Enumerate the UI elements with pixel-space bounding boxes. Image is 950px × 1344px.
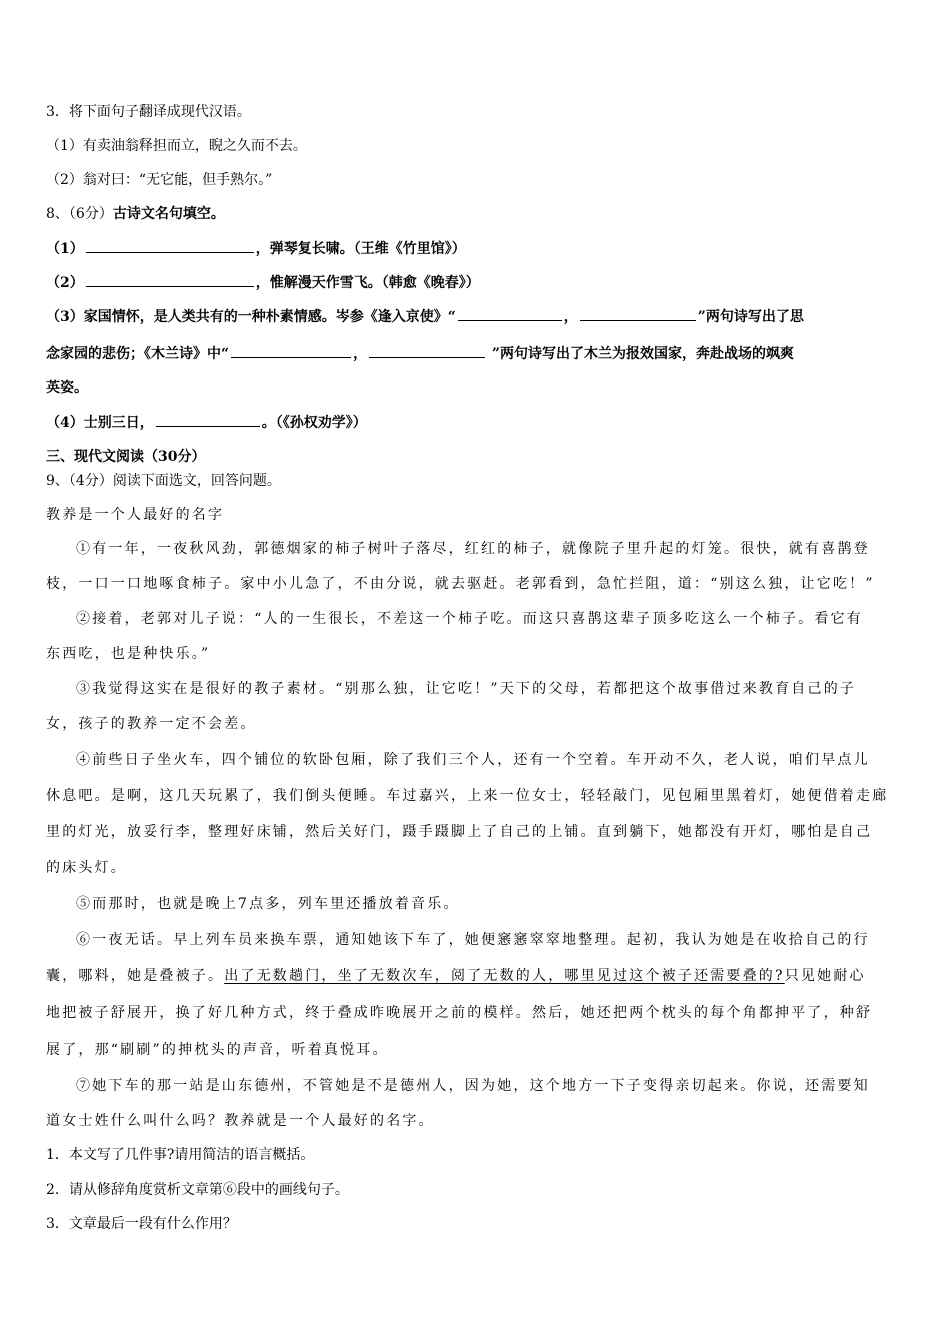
answer-blank[interactable]: [231, 343, 351, 358]
para-3-line-2: 女，孩子的教养一定不会差。: [46, 716, 257, 732]
q8-l3-text-d: 念家园的悲伤；《木兰诗》中“: [46, 346, 230, 362]
q8-l2-num: （2）: [46, 275, 84, 291]
para-4-line-3: 里的灯光，放妥行李，整理好床铺，然后关好门，蹑手蹑脚上了自己的上铺。直到躺下，她都没有开灯，哪怕是自己: [46, 824, 873, 840]
q8-line-2: [46, 272, 480, 293]
q8-line-3b: [46, 343, 794, 364]
sub-question-3: 3．文章最后一段有什么作用？: [46, 1216, 237, 1232]
para-4-line-2: 休息吧。是啊，这几天玩累了，我们倒头便睡。车过嘉兴，上来一位女士，轻轻敲门，见包厢里黑着灯，她便借着走廊: [46, 788, 889, 804]
q8-l4-text-b: 。（《孙权劝学》）: [261, 415, 367, 431]
answer-blank[interactable]: [458, 306, 562, 321]
article-title: 教养是一个人最好的名字: [46, 507, 225, 523]
q8-number: 8、（6分）: [46, 206, 113, 222]
para-2-line-2: 东西吃，也是种快乐。”: [46, 646, 211, 662]
answer-blank[interactable]: [580, 306, 696, 321]
q8-line-1: [46, 238, 466, 259]
q8-l3-comma-a: ，: [563, 309, 578, 325]
para-1-line-1: ①有一年，一夜秋风劲，郭德烟家的柿子树叶子落尽，红红的柿子，就像院子里升起的灯笼。很快，就有喜鹊登: [76, 541, 870, 557]
q8-l2-text: ，惟解漫天作雪飞。（韩愈《晚春》）: [255, 275, 480, 291]
q8-title-text: 古诗文名句填空。: [112, 206, 225, 222]
para-6-line-2: [46, 966, 866, 986]
q3-sentence-1: （1）有卖油翁释担而立，睨之久而不去。: [46, 138, 307, 154]
answer-blank[interactable]: [156, 412, 260, 427]
q8-l1-text: ，弹琴复长啸。（王维《竹里馆》）: [255, 241, 466, 257]
para-6-line-1: ⑥一夜无话。早上列车员来换车票，通知她该下车了，她便窸窸窣窣地整理。起初，我认为她是在收拾自己的行: [76, 932, 870, 948]
q8-title: [46, 204, 225, 224]
para-7-line-2: 道女士姓什么叫什么吗？教养就是一个人最好的名字。: [46, 1113, 435, 1129]
q8-line-4: [46, 412, 367, 433]
q8-line-3a: [46, 306, 804, 327]
q9-title: 9、（4分）阅读下面选文，回答问题。: [46, 473, 281, 489]
q8-l3-text-f: ”两句诗写出了木兰为报效国家，奔赴战场的飒爽: [487, 346, 794, 362]
q3-sentence-2: （2）翁对曰：“无它能，但手熟尔。”: [46, 172, 273, 188]
q8-line-3c: 英姿。: [46, 380, 88, 396]
q3-title: 3．将下面句子翻译成现代汉语。: [46, 104, 251, 120]
q8-l3-text-a: （3）家国情怀，是人类共有的一种朴素情感。岑参《逢入京使》“: [46, 309, 456, 325]
para-6-text-b: 只见她耐心: [784, 968, 866, 984]
q8-l3-text-c: ”两句诗写出了思: [697, 309, 804, 325]
q8-l4-text-a: （4）士别三日，: [46, 415, 154, 431]
para-6-line-3: 地把被子舒展开，换了好几种方式，终于叠成昨晚展开之前的模样。然后，她还把两个枕头的每个角都抻平了，种舒: [46, 1005, 873, 1021]
para-1-line-2: 枝，一口一口地啄食柿子。家中小儿急了，不由分说，就去驱赶。老郭看到，急忙拦阻，道：“别这么独，让它吃！”: [46, 576, 875, 592]
answer-blank[interactable]: [369, 343, 485, 358]
sub-question-1: 1．本文写了几件事?请用简洁的语言概括。: [46, 1147, 315, 1163]
para-2-line-1: ②接着，老郭对儿子说：“人的一生很长，不差这一个柿子吃。而这只喜鹊这辈子顶多吃这么一个柿子。看它有: [76, 611, 863, 627]
para-6-line-4: 展了，那“刷刷”的抻枕头的声音，听着真悦耳。: [46, 1042, 389, 1058]
section-heading: 三、现代文阅读（30分）: [46, 449, 206, 465]
para-4-line-4: 的床头灯。: [46, 860, 127, 876]
q8-l3-comma-b: ，: [353, 346, 368, 362]
underlined-sentence: 出了无数趟门，坐了无数次车，阅了无数的人，哪里见过这个被子还需要叠的?: [224, 968, 785, 984]
answer-blank[interactable]: [86, 272, 254, 287]
sub-question-2: 2．请从修辞角度赏析文章第⑥段中的画线句子。: [46, 1182, 349, 1198]
para-6-text-a: 囊，哪料，她是叠被子。: [46, 968, 225, 984]
para-3-line-1: ③我觉得这实在是很好的教子素材。“别那么独，让它吃！”天下的父母，若都把这个故事借过来教育自己的子: [76, 681, 857, 697]
q8-l1-num: （1）: [46, 241, 84, 257]
para-4-line-1: ④前些日子坐火车，四个铺位的软卧包厢，除了我们三个人，还有一个空着。车开动不久，老人说，咱们早点儿: [76, 752, 870, 768]
answer-blank[interactable]: [86, 238, 254, 253]
para-5-line-1: ⑤而那时，也就是晚上7点多，列车里还播放着音乐。: [76, 896, 460, 912]
para-7-line-1: ⑦她下车的那一站是山东德州，不管她是不是德州人，因为她，这个地方一下子变得亲切起来。你说，还需要知: [76, 1078, 870, 1094]
